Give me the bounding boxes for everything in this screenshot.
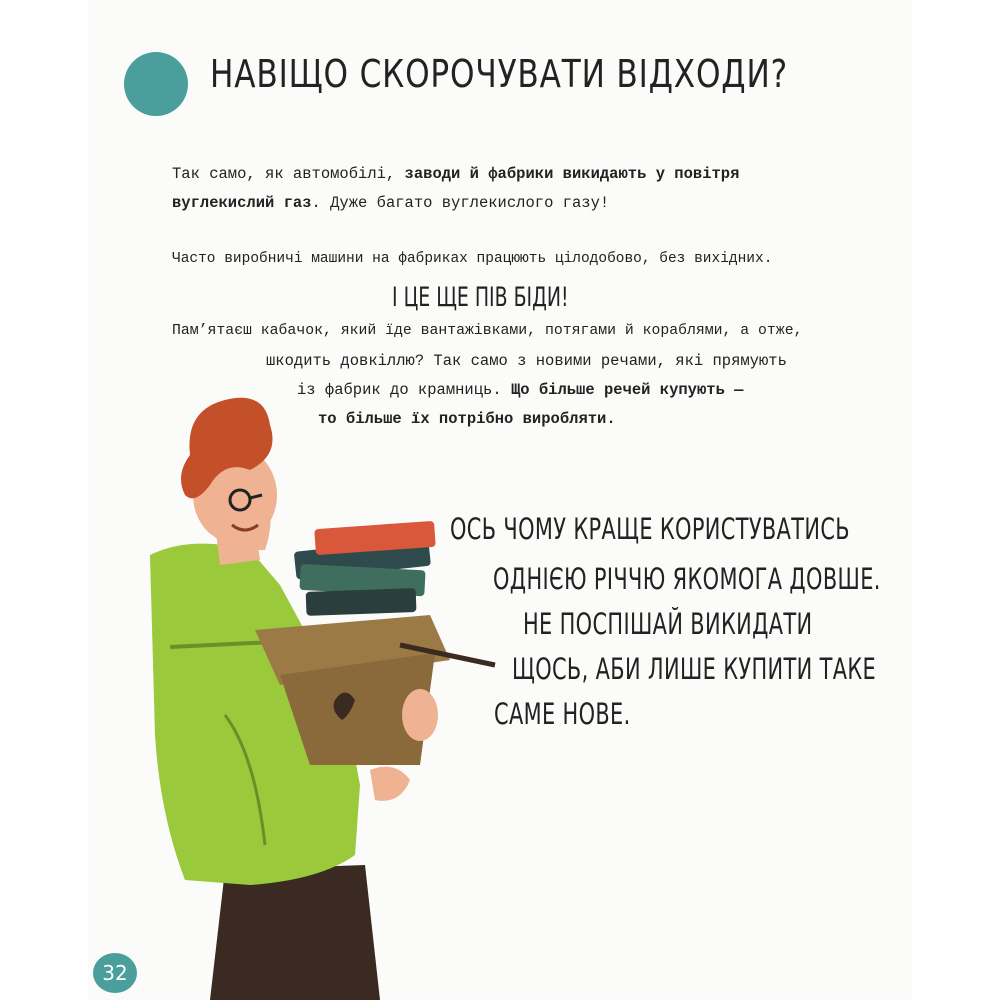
paragraph-2: Часто виробничі машини на фабриках працюють цілодобово, без вихідних.: [172, 251, 773, 267]
side-text-line-2: ОДНІЄЮ РІЧЧЮ ЯКОМОГА ДОВШЕ.: [493, 562, 881, 596]
title-bullet-icon: [124, 52, 188, 116]
side-text-line-1: ОСЬ ЧОМУ КРАЩЕ КОРИСТУВАТИСЬ: [450, 512, 850, 546]
paragraph-1-line-1: Так само, як автомобілі, заводи й фабрики викидають у повітря: [172, 165, 740, 183]
person-with-box-illustration: [130, 385, 510, 1000]
exclaim-text: І ЦЕ ЩЕ ПІВ БІДИ!: [392, 282, 569, 313]
page-title: НАВІЩО СКОРОЧУВАТИ ВІДХОДИ?: [210, 52, 788, 96]
side-text-line-3: НЕ ПОСПІШАЙ ВИКИДАТИ: [523, 607, 813, 641]
paragraph-3-line-4: то більше їх потрібно виробляти.: [318, 410, 616, 428]
book-icon: [306, 588, 417, 616]
page-number: 32: [93, 953, 137, 993]
skirt-shape: [210, 865, 380, 1000]
side-text-line-4: ЩОСЬ, АБИ ЛИШЕ КУПИТИ ТАКЕ: [512, 652, 877, 686]
paragraph-3-line-3: із фабрик до крамниць. Що більше речей купують —: [297, 381, 744, 399]
paragraph-1-line-2: вуглекислий газ. Дуже багато вуглекислого газу!: [172, 194, 610, 212]
paragraph-3-line-2: шкодить довкіллю? Так само з новими речами, які прямують: [266, 352, 787, 370]
paragraph-3-line-1: Пам’ятаєш кабачок, який їде вантажівками, потягами й кораблями, а отже,: [172, 323, 803, 339]
side-text-line-5: САМЕ НОВЕ.: [494, 697, 631, 731]
